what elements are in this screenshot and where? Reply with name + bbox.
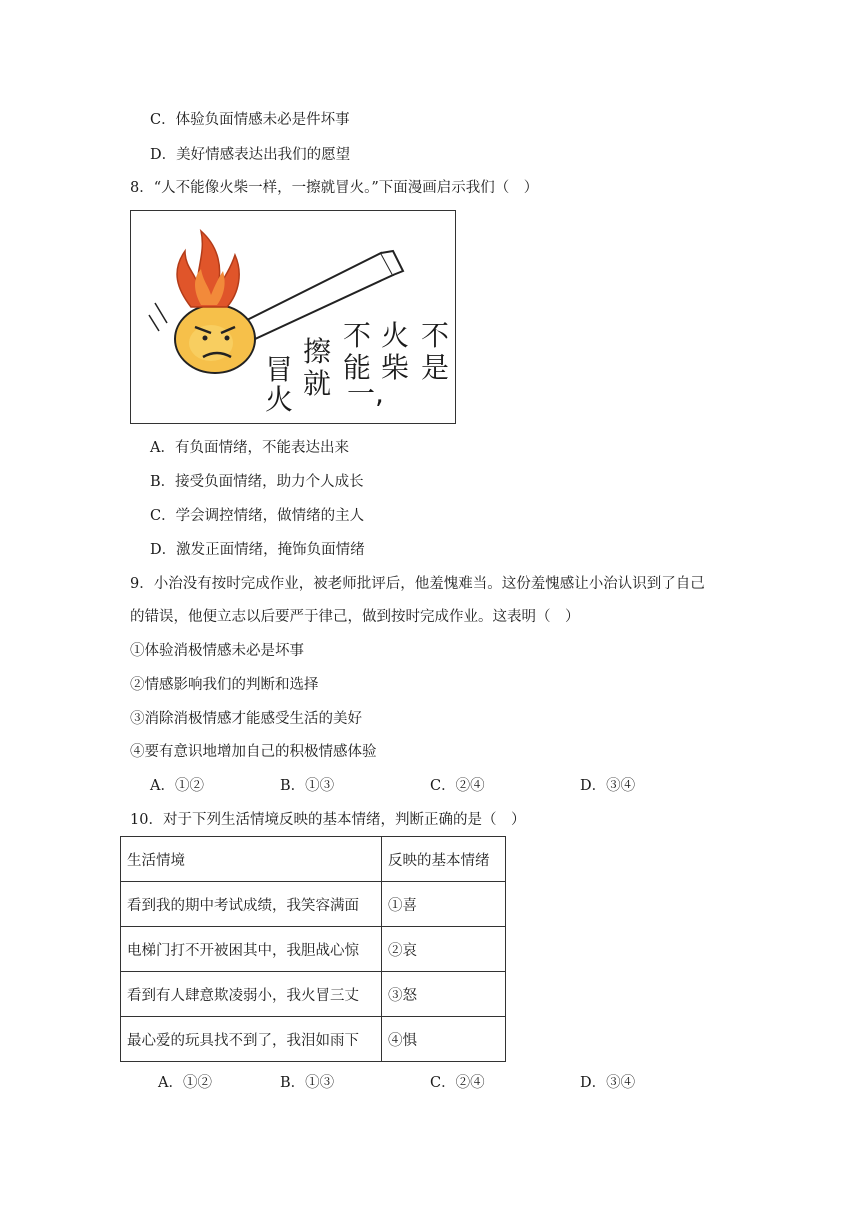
- q10-choice-d: D．③④: [580, 1075, 636, 1091]
- table-header-row: [121, 837, 506, 882]
- table-cell-emotion: ③怒: [382, 972, 506, 1017]
- cartoon-text-col2a: 火: [381, 319, 410, 352]
- table-cell-scenario: 最心爱的玩具找不到了，我泪如雨下: [121, 1017, 382, 1062]
- table-cell-scenario: 看到我的期中考试成绩，我笑容满面: [121, 882, 382, 927]
- cartoon-text-col4a: 擦: [303, 335, 332, 368]
- option-c-prev: C．体验负面情感未必是件坏事: [150, 112, 350, 128]
- q10-choice-c: C．②④: [430, 1075, 485, 1091]
- table-cell-emotion: ①喜: [382, 882, 506, 927]
- q9-statement-2: ②情感影响我们的判断和选择: [130, 677, 319, 693]
- table-cell-scenario: 电梯门打不开被困其中，我胆战心惊: [121, 927, 382, 972]
- cartoon-text-col3c: 一,: [347, 377, 384, 410]
- question-10-stem: 10．对于下列生活情境反映的基本情绪，判断正确的是（ ）: [130, 812, 526, 828]
- q8-option-d: D．激发正面情绪，掩饰负面情绪: [150, 542, 365, 558]
- q9-statement-3: ③消除消极情感才能感受生活的美好: [130, 711, 362, 727]
- emotion-table: [120, 836, 506, 1062]
- table-cell-emotion: ④惧: [382, 1017, 506, 1062]
- table-row: [121, 972, 506, 1017]
- q10-choice-a: A．①②: [158, 1075, 212, 1091]
- q9-statement-1: ①体验消极情感未必是坏事: [130, 643, 304, 659]
- q9-choice-b: B．①③: [280, 778, 335, 794]
- table-cell-emotion: ②哀: [382, 927, 506, 972]
- table-header-scenario: 生活情境: [121, 837, 382, 882]
- q10-choice-b: B．①③: [280, 1075, 335, 1091]
- table-row: [121, 1017, 506, 1062]
- table-row: [121, 882, 506, 927]
- cartoon-text-col5a: 冒: [265, 353, 294, 386]
- cartoon-text-col3b: 能: [343, 351, 372, 384]
- cartoon-text-col2b: 柴: [381, 351, 410, 384]
- q8-option-b: B．接受负面情绪，助力个人成长: [150, 474, 364, 490]
- cartoon-match-figure: [130, 210, 456, 424]
- cartoon-text-col5b: 火: [265, 383, 294, 416]
- option-d-prev: D．美好情感表达出我们的愿望: [150, 147, 351, 163]
- cartoon-text-col4b: 就: [303, 367, 332, 400]
- q8-option-a: A．有负面情绪，不能表达出来: [150, 440, 349, 456]
- cartoon-text-col1a: 不: [421, 319, 450, 352]
- q9-statement-4: ④要有意识地增加自己的积极情感体验: [130, 744, 377, 760]
- question-9-stem-line1: 9．小治没有按时完成作业，被老师批评后，他羞愧难当。这份羞愧感让小治认识到了自己: [130, 576, 705, 592]
- table-row: [121, 927, 506, 972]
- table-header-emotion: 反映的基本情绪: [382, 837, 506, 882]
- question-8-stem: 8．“人不能像火柴一样，一擦就冒火。”下面漫画启示我们（ ）: [130, 180, 539, 196]
- cartoon-text-col3a: 不: [343, 319, 372, 352]
- question-9-stem-line2: 的错误，他便立志以后要严于律己，做到按时完成作业。这表明（ ）: [130, 609, 580, 625]
- cartoon-match-illustration: [131, 211, 455, 423]
- cartoon-text-col1b: 是: [421, 351, 450, 384]
- q8-option-c: C．学会调控情绪，做情绪的主人: [150, 508, 365, 524]
- q9-choice-d: D．③④: [580, 778, 636, 794]
- table-cell-scenario: 看到有人肆意欺凌弱小，我火冒三丈: [121, 972, 382, 1017]
- q9-choice-a: A．①②: [150, 778, 204, 794]
- q9-choice-c: C．②④: [430, 778, 485, 794]
